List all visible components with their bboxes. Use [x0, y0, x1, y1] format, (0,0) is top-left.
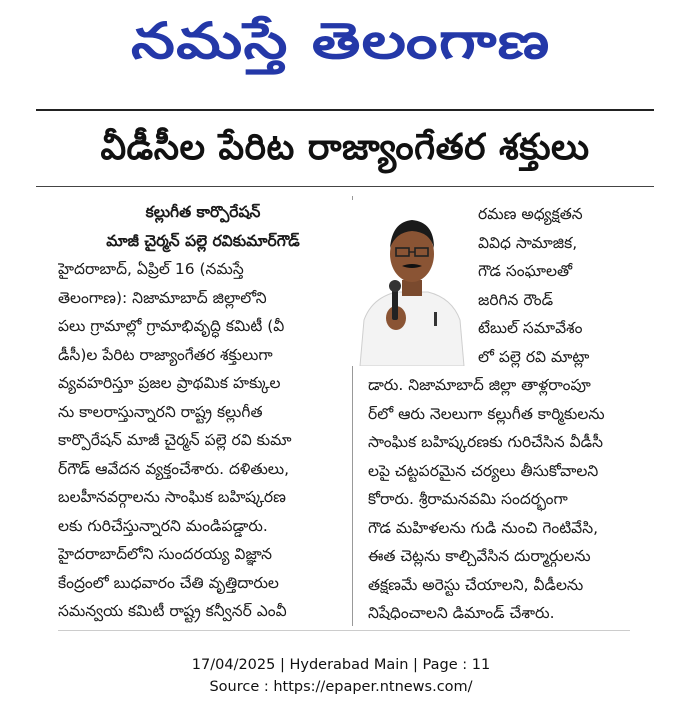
body-line: లకు గురిచేస్తున్నారని మండిపడ్డారు.	[58, 516, 268, 535]
newspaper-masthead	[0, 4, 682, 78]
body-line: జరిగిన రౌండ్	[478, 290, 554, 309]
edition-info: 17/04/2025 | Hyderabad Main | Page : 11	[191, 657, 491, 673]
body-line: లపై చట్టపరమైన చర్యలు తీసుకోవాలని	[368, 461, 599, 480]
body-line: గౌడ మహిళలను గుడి నుంచి గెంటివేసి,	[368, 518, 599, 537]
body-line: లో పల్లె రవి మాట్లా	[478, 347, 590, 366]
body-line: ను కాలరాస్తున్నారని రాష్ట్ర కల్లుగీత	[58, 402, 263, 421]
headline-top-rule	[36, 109, 654, 111]
text-beside-photo	[478, 200, 630, 371]
body-line: రమణ అధ్యక్షతన	[478, 205, 583, 223]
body-line: వ్యవహరిస్తూ ప్రజల ప్రాథమిక హక్కుల	[58, 374, 281, 392]
body-line: తెలంగాణ): నిజామాబాద్ జిల్లాలోని	[58, 288, 267, 307]
body-line: డీసీ)ల పేరిట రాజ్యాంగేతర శక్తులుగా	[58, 345, 273, 364]
body-line: హైదరాబాద్‌లోని సుందరయ్య విజ్ఞాన	[58, 545, 273, 563]
body-line: ర్‌గౌడ్ ఆవేదన వ్యక్తంచేశారు. దళితులు,	[58, 459, 290, 478]
body-line: కేంద్రంలో బుధవారం చేతి వృత్తిదారుల	[58, 573, 279, 592]
body-line: వివిధ సామాజిక,	[478, 233, 578, 252]
body-line: హైదరాబాద్, ఏప్రిల్ 16 (నమస్తే	[58, 260, 244, 278]
article-byline	[58, 198, 348, 255]
clipping-footer	[0, 654, 682, 698]
headline-bottom-rule	[36, 186, 654, 187]
body-line: కోరారు. శ్రీరామనవమి సందర్భంగా	[368, 490, 568, 508]
body-line: నిషేధించాలని డిమాండ్ చేశారు.	[368, 604, 555, 622]
body-line: కార్పొరేషన్ మాజీ చైర్మన్ పల్లె రవి కుమా	[58, 431, 292, 449]
masthead-title: నమస్తే తెలంగాణ	[131, 12, 551, 70]
body-line: డారు. నిజామాబాద్ జిల్లా తాళ్లరాంపూ	[368, 376, 591, 394]
body-line: సమన్వయ కమిటీ రాష్ట్ర కన్వీనర్ ఎంవీ	[58, 602, 287, 620]
body-line: టేబుల్ సమావేశం	[478, 319, 583, 337]
speaker-photo	[352, 200, 470, 366]
body-line: బలహీనవర్గాలను సాంఘిక బహిష్కరణ	[58, 488, 286, 506]
body-line: ర్‌లో ఆరు నెలలుగా కల్లుగీత కార్మికులను	[368, 404, 605, 423]
text-below-photo	[368, 371, 630, 628]
article-left-column	[58, 198, 348, 626]
source-link[interactable]: Source : https://epaper.ntnews.com/	[209, 679, 473, 695]
body-line: గౌడ సంఘాలతో	[478, 262, 573, 280]
speaker-photo-illustration	[352, 200, 470, 366]
article-bottom-rule	[58, 630, 630, 631]
byline-line-1: కల్లుగీత కార్పొరేషన్	[145, 203, 261, 221]
body-line: సాంఘిక బహిష్కరణకు గురిచేసిన వీడీసీ	[368, 433, 603, 451]
body-line: పలు గ్రామాల్లో గ్రామాభివృద్ధి కమిటీ (వీ	[58, 317, 285, 335]
byline-line-2: మాజీ చైర్మన్ పల్లె రవికుమార్‌గౌడ్	[106, 231, 300, 250]
article-headline: వీడీసీల పేరిట రాజ్యాంగేతర శక్తులు	[100, 127, 590, 168]
body-line: ఈత చెట్లను కాల్చివేసిన దుర్మార్గులను	[368, 547, 591, 565]
body-line: తక్షణమే అరెస్టు చేయాలని, వీడీలను	[368, 575, 584, 594]
